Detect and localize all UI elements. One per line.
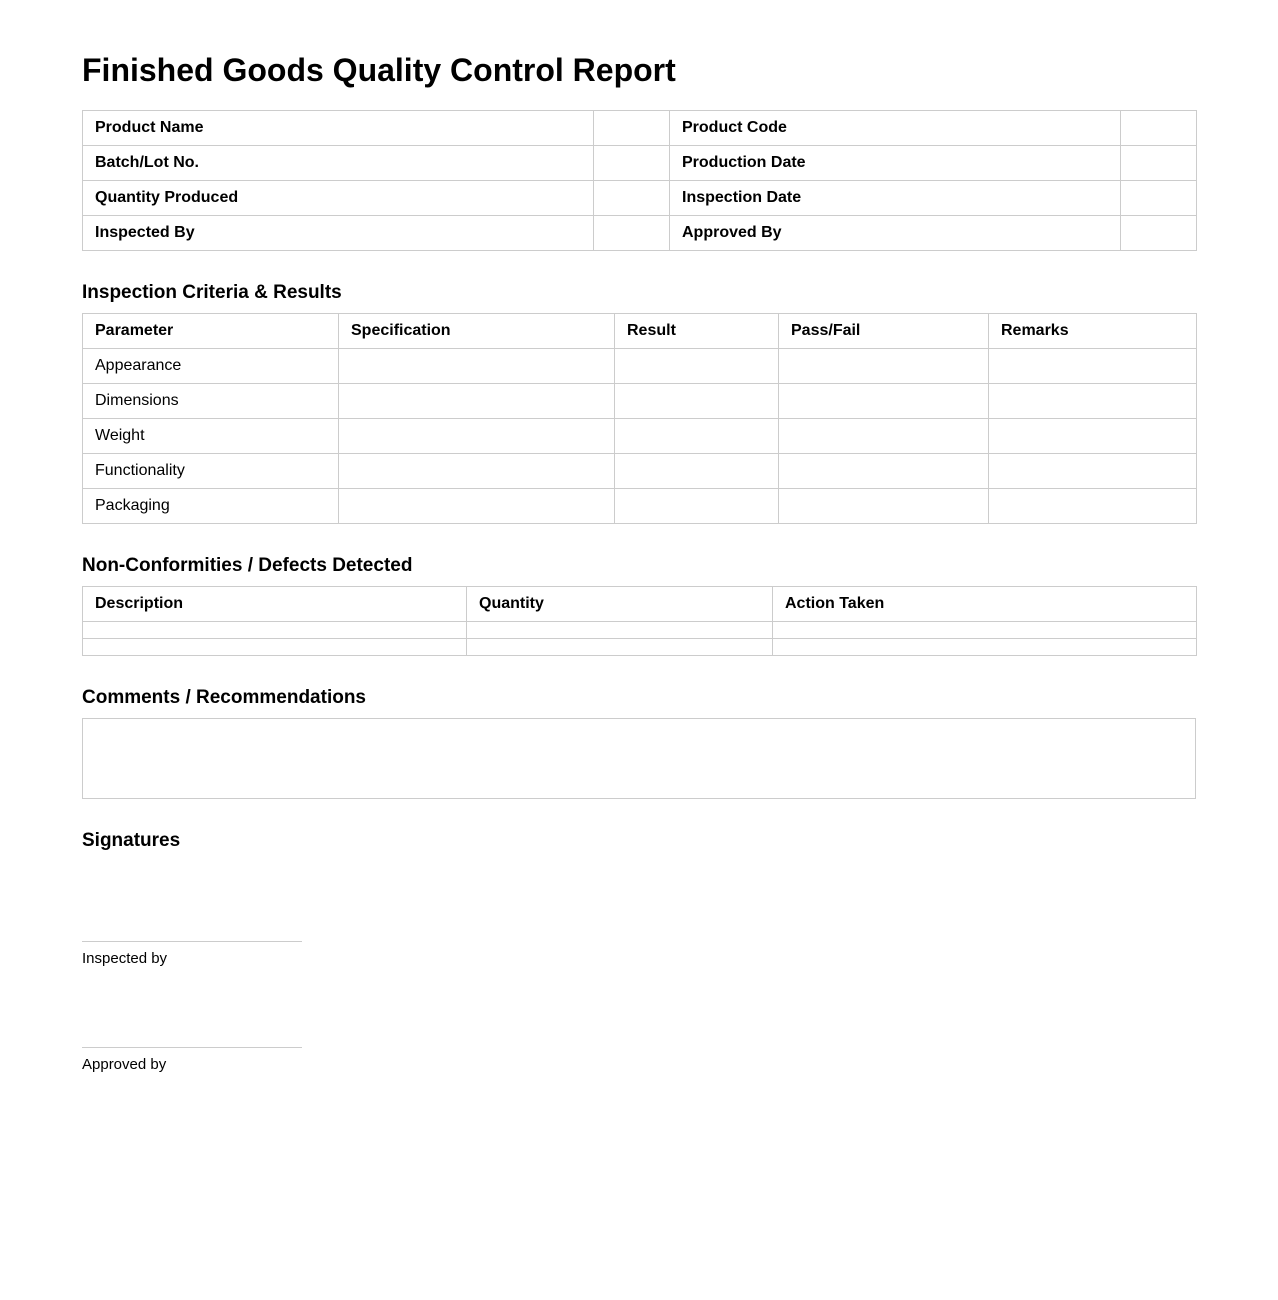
specification-cell[interactable]	[339, 384, 615, 419]
inspected-by-value[interactable]	[594, 216, 670, 251]
table-header-row	[83, 314, 1197, 349]
column-header-pass-fail: Pass/Fail	[779, 314, 989, 349]
parameter-cell: Dimensions	[83, 384, 339, 419]
inspected-signature-line[interactable]	[82, 941, 302, 942]
table-row	[83, 622, 1197, 639]
column-header-action-taken: Action Taken	[773, 587, 1197, 622]
result-cell[interactable]	[615, 349, 779, 384]
parameter-cell: Weight	[83, 419, 339, 454]
action-taken-cell[interactable]	[773, 639, 1197, 656]
column-header-quantity: Quantity	[467, 587, 773, 622]
result-cell[interactable]	[615, 489, 779, 524]
result-cell[interactable]	[615, 419, 779, 454]
inspected-by-label: Inspected By	[83, 216, 594, 251]
parameter-cell: Appearance	[83, 349, 339, 384]
pass-fail-cell[interactable]	[779, 489, 989, 524]
approved-signature-line[interactable]	[82, 1047, 302, 1048]
quantity-cell[interactable]	[467, 639, 773, 656]
column-header-result: Result	[615, 314, 779, 349]
column-header-remarks: Remarks	[989, 314, 1197, 349]
inspection-criteria-table	[82, 313, 1197, 524]
inspection-date-label: Inspection Date	[670, 181, 1121, 216]
production-date-value[interactable]	[1121, 146, 1197, 181]
page-title: Finished Goods Quality Control Report	[82, 52, 676, 88]
pass-fail-cell[interactable]	[779, 349, 989, 384]
pass-fail-cell[interactable]	[779, 419, 989, 454]
column-header-description: Description	[83, 587, 467, 622]
signatures-heading: Signatures	[82, 830, 181, 851]
table-header-row	[83, 587, 1197, 622]
table-row	[83, 181, 1197, 216]
approved-signature-label: Approved by	[82, 1056, 167, 1073]
column-header-parameter: Parameter	[83, 314, 339, 349]
remarks-cell[interactable]	[989, 454, 1197, 489]
parameter-cell: Functionality	[83, 454, 339, 489]
pass-fail-cell[interactable]	[779, 454, 989, 489]
action-taken-cell[interactable]	[773, 622, 1197, 639]
parameter-cell: Packaging	[83, 489, 339, 524]
table-row	[83, 146, 1197, 181]
pass-fail-cell[interactable]	[779, 384, 989, 419]
specification-cell[interactable]	[339, 454, 615, 489]
approved-by-label: Approved By	[670, 216, 1121, 251]
batch-lot-label: Batch/Lot No.	[83, 146, 594, 181]
quantity-produced-label: Quantity Produced	[83, 181, 594, 216]
specification-cell[interactable]	[339, 489, 615, 524]
quantity-cell[interactable]	[467, 622, 773, 639]
remarks-cell[interactable]	[989, 419, 1197, 454]
table-row	[83, 216, 1197, 251]
result-cell[interactable]	[615, 454, 779, 489]
remarks-cell[interactable]	[989, 349, 1197, 384]
inspection-date-value[interactable]	[1121, 181, 1197, 216]
column-header-specification: Specification	[339, 314, 615, 349]
product-name-label: Product Name	[83, 111, 594, 146]
defects-heading: Non-Conformities / Defects Detected	[82, 555, 413, 576]
criteria-heading: Inspection Criteria & Results	[82, 282, 342, 303]
description-cell[interactable]	[83, 622, 467, 639]
inspected-signature-label: Inspected by	[82, 950, 168, 967]
table-row	[83, 349, 1197, 384]
product-name-value[interactable]	[594, 111, 670, 146]
quantity-produced-value[interactable]	[594, 181, 670, 216]
comments-box[interactable]	[82, 718, 1196, 799]
product-code-label: Product Code	[670, 111, 1121, 146]
table-row	[83, 419, 1197, 454]
table-row	[83, 489, 1197, 524]
product-info-table	[82, 110, 1197, 251]
approved-by-value[interactable]	[1121, 216, 1197, 251]
specification-cell[interactable]	[339, 349, 615, 384]
specification-cell[interactable]	[339, 419, 615, 454]
result-cell[interactable]	[615, 384, 779, 419]
description-cell[interactable]	[83, 639, 467, 656]
table-row	[83, 111, 1197, 146]
table-row	[83, 639, 1197, 656]
production-date-label: Production Date	[670, 146, 1121, 181]
batch-lot-value[interactable]	[594, 146, 670, 181]
defects-table	[82, 586, 1197, 656]
remarks-cell[interactable]	[989, 489, 1197, 524]
remarks-cell[interactable]	[989, 384, 1197, 419]
table-row	[83, 384, 1197, 419]
comments-heading: Comments / Recommendations	[82, 687, 366, 708]
table-row	[83, 454, 1197, 489]
product-code-value[interactable]	[1121, 111, 1197, 146]
